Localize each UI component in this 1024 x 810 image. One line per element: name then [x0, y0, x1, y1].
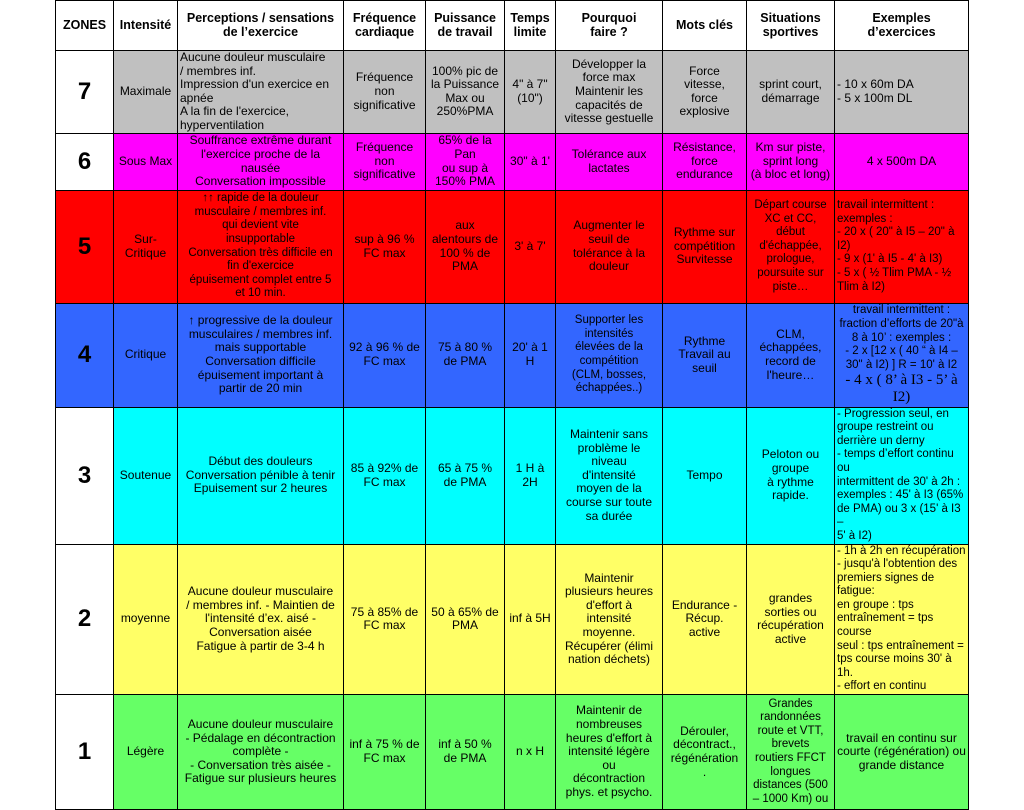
time-limit-cell: 4" à 7" (10")	[505, 51, 556, 134]
power-cell: 50 à 65% de PMA	[426, 544, 505, 695]
heart-rate-cell: 85 à 92% de FC max	[344, 407, 426, 544]
keywords-cell: Rythme sur compétition Survitesse	[663, 190, 747, 303]
purpose-cell: Maintenir plusieurs heures d'effort à intensité moyenne. Récupérer (élimi nation déchets)	[556, 544, 663, 695]
keywords-cell: Endurance - Récup. active	[663, 544, 747, 695]
heart-rate-cell: Fréquence non significative	[344, 51, 426, 134]
keywords-cell: Force vitesse, force explosive	[663, 51, 747, 134]
examples-text: travail intermittent : fraction d’efforts de 20"à 8 à 10’ : exemples : - 2 x [12 x ( 40 “ à I4 – 30" à I2) ] R = 10' à I2	[839, 304, 964, 371]
zone-row-5	[56, 190, 969, 303]
power-cell: 65% de la Pan ou sup à 150% PMA	[426, 133, 505, 190]
training-zones-table	[55, 0, 969, 810]
examples-cell	[835, 303, 969, 407]
situations-cell: Peloton ou groupe à rythme rapide.	[747, 407, 835, 544]
intensity-cell: Maximale	[114, 51, 178, 134]
power-cell: aux alentours de 100 % de PMA	[426, 190, 505, 303]
purpose-cell: Développer la force max Maintenir les capacités de vitesse gestuelle	[556, 51, 663, 134]
purpose-cell: Tolérance aux lactates	[556, 133, 663, 190]
situations-cell: CLM, échappées, record de l'heure…	[747, 303, 835, 407]
intensity-cell: Sur- Critique	[114, 190, 178, 303]
intensity-cell: moyenne	[114, 544, 178, 695]
perceptions-cell: Début des douleurs Conversation pénible à tenir Epuisement sur 2 heures	[178, 407, 344, 544]
header-power: Puissance de travail	[426, 1, 505, 51]
examples-cell: - 10 x 60m DA - 5 x 100m DL	[835, 51, 969, 134]
perceptions-cell: ↑↑ rapide de la douleur musculaire / membres inf. qui devient vite insupportable Conversation très difficile en fin d'exercice épuisement complet entre 5 et 10 min.	[178, 190, 344, 303]
time-limit-cell: inf à 5H	[505, 544, 556, 695]
purpose-cell: Supporter les intensités élevées de la compétition (CLM, bosses, échappées..)	[556, 303, 663, 407]
intensity-cell: Sous Max	[114, 133, 178, 190]
examples-cell: travail intermittent : exemples : - 20 x ( 20" à I5 – 20" à I2) - 9 x (1' à I5 - 4' à I3) - 5 x ( ½ Tlim PMA - ½ Tlim à I2)	[835, 190, 969, 303]
situations-cell: Grandes randonnées route et VTT, brevets routiers FFCT longues distances (500 – 1000 Km) ou	[747, 695, 835, 810]
keywords-cell: Résistance, force endurance	[663, 133, 747, 190]
heart-rate-cell: inf à 75 % de FC max	[344, 695, 426, 810]
situations-cell: sprint court, démarrage	[747, 51, 835, 134]
header-keywords: Mots clés	[663, 1, 747, 51]
keywords-cell: Dérouler, décontract., régénération .	[663, 695, 747, 810]
examples-cell: travail en continu sur courte (régénération) ou grande distance	[835, 695, 969, 810]
examples-cell: - 1h à 2h en récupération - jusqu'à l'obtention des premiers signes de fatigue: en groupe : tps entraînement = tps course seul : tps entraînement = tps course moins 30' à 1h. - effort en continu	[835, 544, 969, 695]
zone-number: 3	[56, 407, 114, 544]
training-zones-sheet	[55, 0, 969, 810]
zone-row-2	[56, 544, 969, 695]
zone-number: 6	[56, 133, 114, 190]
time-limit-cell: 3' à 7'	[505, 190, 556, 303]
power-cell: 65 à 75 % de PMA	[426, 407, 505, 544]
perceptions-cell: Aucune douleur musculaire / membres inf. - Maintien de l'intensité d’ex. aisé - Conversation aisée Fatigue à partir de 3-4 h	[178, 544, 344, 695]
zone-number: 2	[56, 544, 114, 695]
power-cell: inf à 50 % de PMA	[426, 695, 505, 810]
header-time-limit: Temps limite	[505, 1, 556, 51]
perceptions-cell: Souffrance extrême durant l'exercice proche de la nausée Conversation impossible	[178, 133, 344, 190]
time-limit-cell: 30" à 1'	[505, 133, 556, 190]
purpose-cell: Maintenir sans problème le niveau d'intensité moyen de la course sur toute sa durée	[556, 407, 663, 544]
zone-row-6	[56, 133, 969, 190]
situations-cell: Km sur piste, sprint long (à bloc et long)	[747, 133, 835, 190]
examples-cell: 4 x 500m DA	[835, 133, 969, 190]
header-zones: ZONES	[56, 1, 114, 51]
zone-number: 7	[56, 51, 114, 134]
keywords-cell: Tempo	[663, 407, 747, 544]
header-row	[56, 1, 969, 51]
header-examples: Exemples d’exercices	[835, 1, 969, 51]
perceptions-cell: Aucune douleur musculaire - Pédalage en décontraction complète - - Conversation très aisée - Fatigue sur plusieurs heures	[178, 695, 344, 810]
zone-number: 4	[56, 303, 114, 407]
heart-rate-cell: Fréquence non significative	[344, 133, 426, 190]
header-purpose: Pourquoi faire ?	[556, 1, 663, 51]
examples-cell: - Progression seul, en groupe restreint ou derrière un derny - temps d’effort continu ou intermittent de 30' à 2h : exemples : 45' à I3 (65% de PMA) ou 3 x (15' à I3 – 5' à I2)	[835, 407, 969, 544]
situations-cell: grandes sorties ou récupération active	[747, 544, 835, 695]
zone-row-4	[56, 303, 969, 407]
time-limit-cell: n x H	[505, 695, 556, 810]
zone-number: 1	[56, 695, 114, 810]
heart-rate-cell: 75 à 85% de FC max	[344, 544, 426, 695]
header-situations: Situations sportives	[747, 1, 835, 51]
perceptions-cell: Aucune douleur musculaire / membres inf. Impression d'un exercice en apnée A la fin de l'exercice, hyperventilation	[178, 51, 344, 134]
header-intensity: Intensité	[114, 1, 178, 51]
header-perceptions: Perceptions / sensations de l’exercice	[178, 1, 344, 51]
time-limit-cell: 20' à 1 H	[505, 303, 556, 407]
intensity-cell: Critique	[114, 303, 178, 407]
zone-row-1	[56, 695, 969, 810]
heart-rate-cell: sup à 96 % FC max	[344, 190, 426, 303]
zone-row-7	[56, 51, 969, 134]
zone-row-3	[56, 407, 969, 544]
time-limit-cell: 1 H à 2H	[505, 407, 556, 544]
heart-rate-cell: 92 à 96 % de FC max	[344, 303, 426, 407]
intensity-cell: Légère	[114, 695, 178, 810]
purpose-cell: Augmenter le seuil de tolérance à la douleur	[556, 190, 663, 303]
zone-number: 5	[56, 190, 114, 303]
keywords-cell: Rythme Travail au seuil	[663, 303, 747, 407]
intensity-cell: Soutenue	[114, 407, 178, 544]
situations-cell: Départ course XC et CC, début d'échappée, prologue, poursuite sur piste…	[747, 190, 835, 303]
power-cell: 100% pic de la Puissance Max ou 250%PMA	[426, 51, 505, 134]
purpose-cell: Maintenir de nombreuses heures d'effort à intensité légère ou décontraction phys. et psycho.	[556, 695, 663, 810]
header-heart-rate: Fréquence cardiaque	[344, 1, 426, 51]
examples-serif-text: - 4 x ( 8’ à I3 - 5’ à I2)	[845, 372, 958, 406]
power-cell: 75 à 80 % de PMA	[426, 303, 505, 407]
perceptions-cell: ↑ progressive de la douleur musculaires / membres inf. mais supportable Conversation difficile épuisement important à partir de 20 min	[178, 303, 344, 407]
